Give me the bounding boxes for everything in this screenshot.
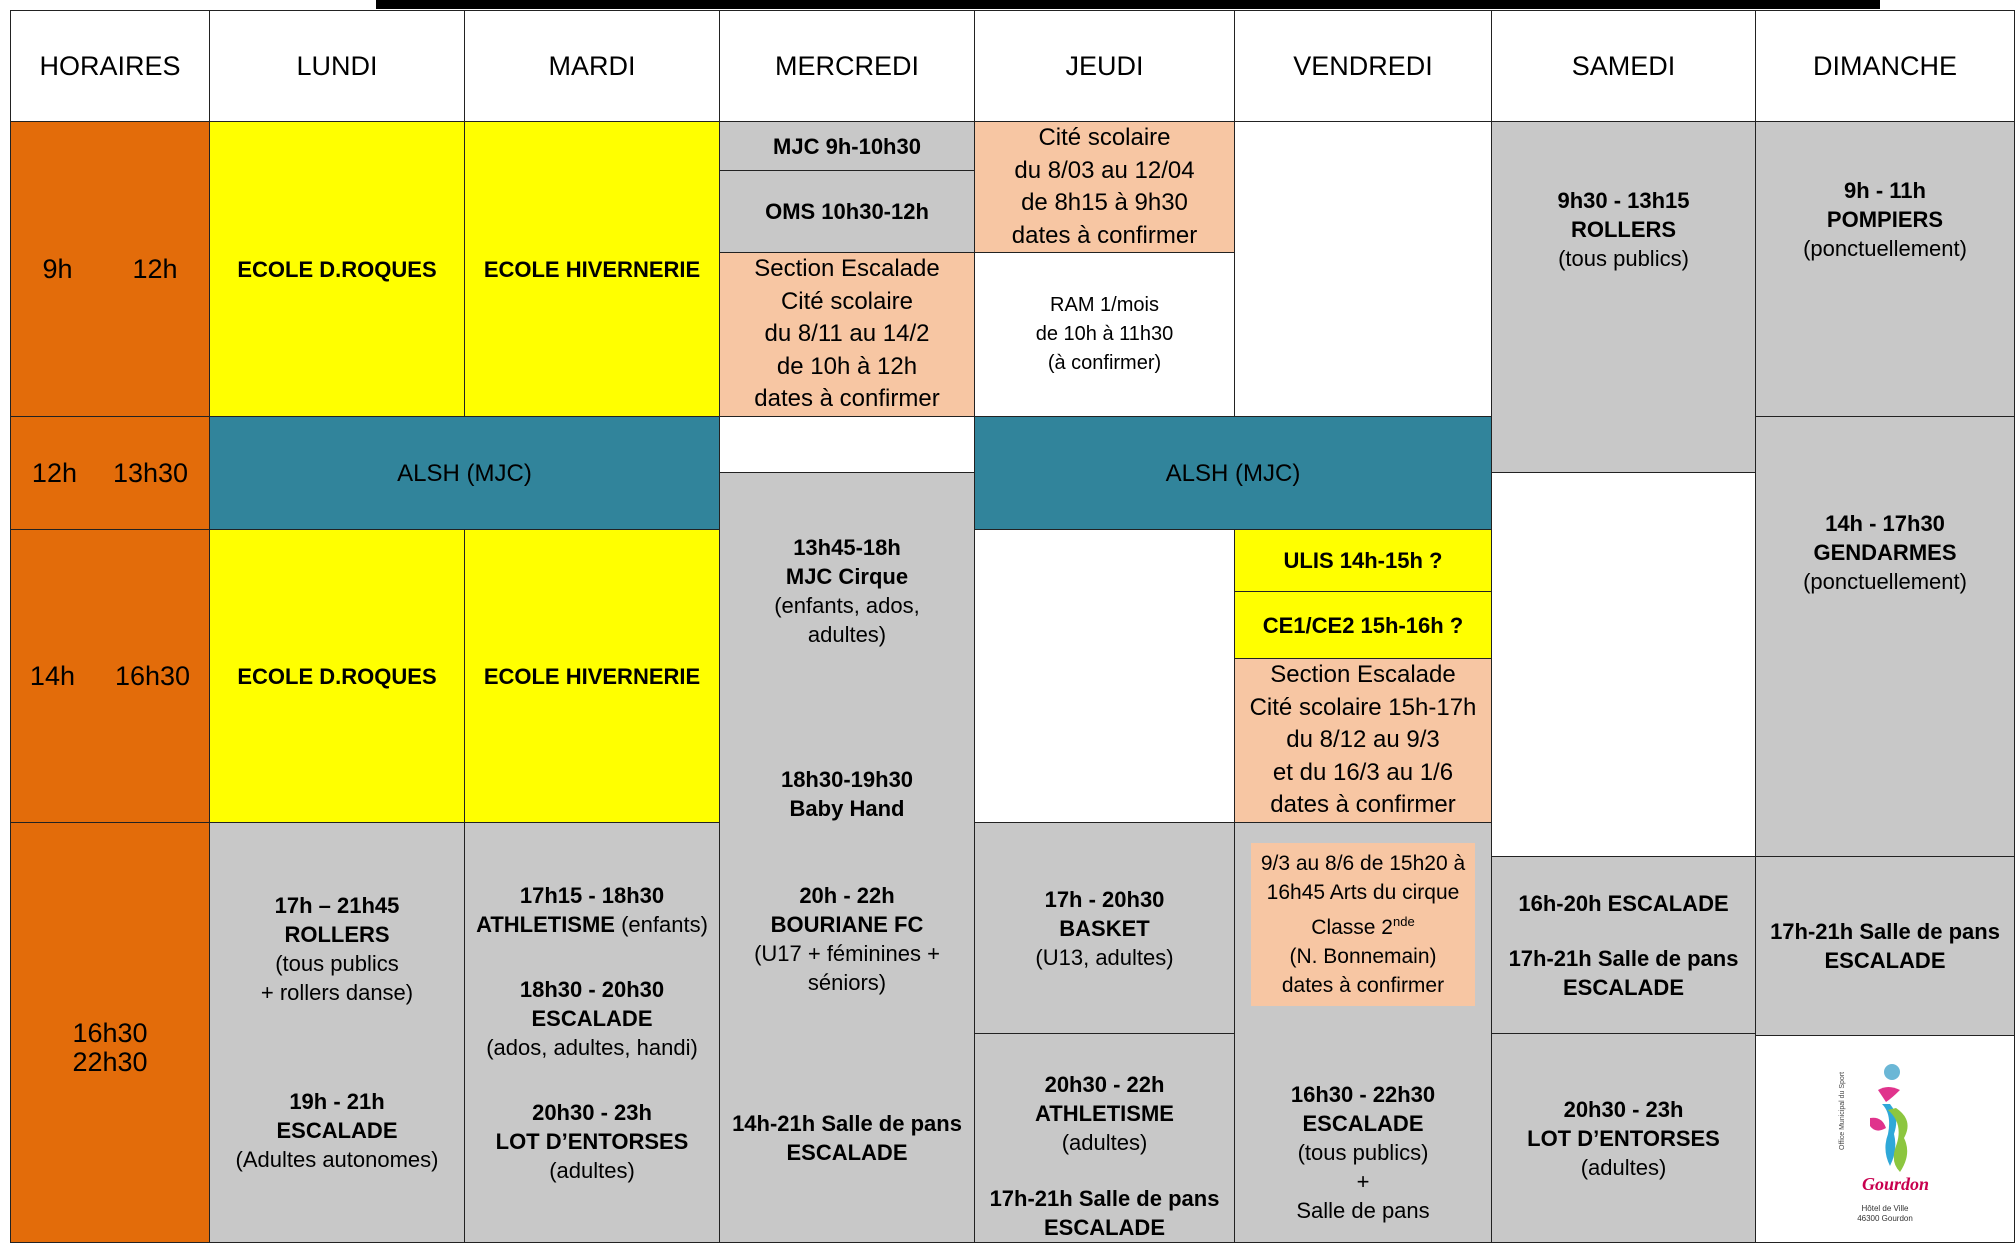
- header-horaires-label: HORAIRES: [39, 50, 181, 81]
- activity-label: ECOLE D.ROQUES: [237, 663, 437, 689]
- rollers-title: ROLLERS: [284, 922, 390, 947]
- header-dimanche: [1755, 10, 2015, 122]
- time-start: 16h30: [72, 1017, 148, 1048]
- escalade-note: (ados, adultes, handi): [486, 1034, 698, 1060]
- babyhand-title: Baby Hand: [789, 796, 905, 821]
- escalade-line: de 10h à 12h: [776, 352, 918, 380]
- dimanche-logo-cell: [1755, 1035, 2015, 1243]
- cirque-note: adultes): [807, 622, 887, 647]
- escalade-title: ESCALADE: [531, 1005, 653, 1031]
- header-lundi-label: LUNDI: [296, 50, 378, 81]
- vendredi-section-escalade: [1234, 658, 1492, 823]
- time-end: 16h30: [114, 660, 191, 691]
- pans-title: 14h-21h Salle de pans: [732, 1111, 962, 1136]
- time-slot-afternoon: [10, 529, 210, 823]
- header-mercredi-label: MERCREDI: [774, 50, 919, 81]
- activity-label: CE1/CE2 15h-16h ?: [1262, 612, 1464, 638]
- ram-line: (à confirmer): [1047, 352, 1162, 374]
- escalade-title: ESCALADE: [276, 1118, 398, 1143]
- header-vendredi-label: VENDREDI: [1293, 50, 1433, 81]
- escalade-title: ESCALADE: [1302, 1111, 1424, 1136]
- pans-sub: ESCALADE: [1824, 948, 1946, 973]
- time-slot-evening: [10, 822, 210, 1243]
- ram-line: RAM 1/mois: [1050, 294, 1159, 316]
- alsh-lundi-mardi: [209, 416, 720, 530]
- mercredi-mjc: [719, 121, 975, 171]
- babyhand-time: 18h30-19h30: [780, 767, 914, 792]
- activity-label: ECOLE HIVERNERIE: [483, 256, 701, 282]
- pompiers-note: (ponctuellement): [1803, 236, 1967, 261]
- ram-line: de 10h à 11h30: [1035, 323, 1174, 345]
- cirque-title: MJC Cirque: [785, 564, 909, 589]
- header-jeudi-label: JEUDI: [1065, 50, 1144, 81]
- header-lundi: [209, 10, 465, 122]
- basket-time: 17h - 20h30: [1044, 886, 1165, 912]
- oms-logo-icon: [1830, 1054, 1940, 1204]
- rollers-title: ROLLERS: [1570, 217, 1677, 242]
- gendarmes-time: 14h - 17h30: [1825, 511, 1945, 536]
- escalade-line: Cité scolaire 15h-17h: [1249, 693, 1477, 721]
- logo-wordmark: Gourdon: [1862, 1174, 1930, 1194]
- escalade-note: Salle de pans: [1296, 1198, 1430, 1223]
- mercredi-oms: [719, 170, 975, 253]
- pans-title: 17h-21h Salle de pans: [989, 1186, 1220, 1211]
- rollers-note: (tous publics: [275, 951, 399, 976]
- escalade-line: du 8/11 au 14/2: [764, 320, 930, 348]
- dimanche-pans: [1755, 856, 2015, 1036]
- lot-note: (adultes): [1580, 1154, 1667, 1180]
- vendredi-cirque-box: [1251, 843, 1475, 1006]
- vendredi-ulis: [1234, 529, 1492, 592]
- samedi-escalade: [1491, 856, 1756, 1034]
- header-samedi-label: SAMEDI: [1571, 50, 1676, 81]
- athletisme-note: (enfants): [614, 911, 708, 937]
- samedi-lot: [1491, 1033, 1756, 1243]
- header-vendredi: [1234, 10, 1492, 122]
- escalade-title: 16h-20h ESCALADE: [1518, 890, 1729, 916]
- pans-title: 17h-21h Salle de pans: [1770, 919, 2000, 944]
- athletisme-time: 20h30 - 22h: [1044, 1072, 1165, 1097]
- logo-caption: Hôtel de Ville: [1861, 1204, 1909, 1213]
- rollers-note: + rollers danse): [260, 980, 414, 1005]
- football-time: 20h - 22h: [799, 883, 895, 908]
- basket-note: (U13, adultes): [1035, 944, 1174, 970]
- logo-vertical-text: Office Municipal du Sport: [1839, 1071, 1846, 1150]
- escalade-line: Section Escalade: [1270, 661, 1456, 689]
- vendredi-ce1-ce2: [1234, 591, 1492, 659]
- escalade-time: 19h - 21h: [289, 1089, 385, 1114]
- logo-caption: 46300 Gourdon: [1857, 1214, 1913, 1223]
- rollers-time: 9h30 - 13h15: [1557, 188, 1690, 213]
- pans-sub: ESCALADE: [1562, 974, 1684, 1000]
- jeudi-ram: [974, 252, 1235, 417]
- oms-logo: [1830, 1054, 1940, 1224]
- header-jeudi: [974, 10, 1235, 122]
- activity-label: ECOLE D.ROQUES: [237, 256, 437, 282]
- alsh-label: ALSH (MJC): [397, 459, 532, 487]
- football-note: séniors): [807, 970, 887, 995]
- pompiers-time: 9h - 11h: [1844, 178, 1926, 203]
- time-slot-noon: [10, 416, 210, 530]
- lundi-evening: [209, 822, 465, 1243]
- escalade-note: (Adultes autonomes): [235, 1147, 439, 1172]
- cite-line: dates à confirmer: [1011, 221, 1198, 249]
- escalade-time: 18h30 - 20h30: [519, 976, 665, 1002]
- samedi-morning: [1491, 121, 1756, 473]
- cite-line: du 8/03 au 12/04: [1014, 156, 1195, 184]
- dimanche-afternoon: [1755, 416, 2015, 857]
- time-start: 12h: [31, 457, 77, 488]
- escalade-line: Section Escalade: [754, 255, 940, 283]
- dimanche-morning: [1755, 121, 2015, 417]
- header-samedi: [1491, 10, 1756, 122]
- jeudi-basket: [974, 822, 1235, 1034]
- lot-note: (adultes): [549, 1157, 635, 1183]
- escalade-line: dates à confirmer: [754, 385, 940, 413]
- cite-line: Cité scolaire: [1038, 124, 1171, 151]
- header-horaires: [10, 10, 210, 122]
- cirque-line: 16h45 Arts du cirque: [1266, 881, 1460, 904]
- header-mardi: [464, 10, 720, 122]
- pans-sub: ESCALADE: [786, 1140, 908, 1165]
- rollers-time: 17h – 21h45: [274, 893, 400, 918]
- vendredi-evening: [1234, 822, 1492, 1243]
- mercredi-section-escalade: [719, 252, 975, 417]
- cirque-sup: nde: [1392, 914, 1415, 929]
- lot-title: LOT D’ENTORSES: [495, 1128, 689, 1154]
- escalade-note: +: [1356, 1169, 1370, 1194]
- escalade-line: dates à confirmer: [1270, 791, 1456, 819]
- football-title: BOURIANE FC: [770, 912, 924, 937]
- samedi-afternoon-empty: [1491, 472, 1756, 857]
- jeudi-cite-scolaire: [974, 121, 1235, 253]
- lundi-morning-ecole: [209, 121, 465, 417]
- gendarmes-title: GENDARMES: [1813, 540, 1957, 565]
- pompiers-title: POMPIERS: [1826, 207, 1944, 232]
- mercredi-afternoon: [719, 472, 975, 1243]
- rollers-note: (tous publics): [1558, 246, 1689, 271]
- lot-time: 20h30 - 23h: [532, 1099, 652, 1125]
- jeudi-late: [974, 1033, 1235, 1243]
- activity-label: ECOLE HIVERNERIE: [483, 663, 701, 689]
- time-start: 9h: [42, 253, 73, 284]
- pans-title: 17h-21h Salle de pans: [1508, 945, 1739, 971]
- lot-time: 20h30 - 23h: [1563, 1096, 1684, 1122]
- escalade-time: 16h30 - 22h30: [1290, 1082, 1436, 1107]
- time-end: 22h30: [72, 1046, 148, 1077]
- pans-sub: ESCALADE: [1043, 1215, 1165, 1240]
- jeudi-afternoon-empty: [974, 529, 1235, 823]
- cirque-line: Classe 2: [1311, 916, 1393, 939]
- alsh-jeudi-vendredi: [974, 416, 1492, 530]
- header-dimanche-label: DIMANCHE: [1812, 50, 1957, 81]
- football-note: (U17 + féminines +: [754, 941, 940, 966]
- athletisme-title: ATHLETISME: [1035, 1101, 1174, 1126]
- mercredi-noon-empty: [719, 416, 975, 473]
- athletisme-title: ATHLETISME: [476, 911, 615, 937]
- mardi-morning-ecole: [464, 121, 720, 417]
- basket-title: BASKET: [1059, 915, 1150, 941]
- cirque-line: 9/3 au 8/6 de 15h20 à: [1260, 852, 1466, 875]
- athletisme-note: (adultes): [1061, 1130, 1148, 1155]
- escalade-line: et du 16/3 au 1/6: [1272, 758, 1454, 786]
- escalade-line: du 8/12 au 9/3: [1286, 726, 1440, 754]
- athletisme-time: 17h15 - 18h30: [519, 882, 665, 908]
- activity-label: MJC 9h-10h30: [773, 133, 921, 159]
- alsh-label: ALSH (MJC): [1165, 459, 1301, 487]
- escalade-line: Cité scolaire: [780, 287, 914, 315]
- escalade-note: (tous publics): [1297, 1140, 1429, 1165]
- activity-label: OMS 10h30-12h: [765, 199, 929, 224]
- header-mercredi: [719, 10, 975, 122]
- activity-label: ULIS 14h-15h ?: [1283, 548, 1443, 573]
- mardi-evening: [464, 822, 720, 1243]
- time-end: 13h30: [112, 457, 189, 488]
- cite-line: de 8h15 à 9h30: [1021, 189, 1188, 216]
- vendredi-morning-empty: [1234, 121, 1492, 417]
- time-start: 14h: [29, 660, 75, 691]
- time-end: 12h: [132, 253, 178, 284]
- cirque-note: (enfants, ados,: [774, 593, 920, 618]
- cirque-line: (N. Bonnemain): [1289, 945, 1437, 968]
- cirque-time: 13h45-18h: [793, 535, 901, 560]
- lundi-afternoon-ecole: [209, 529, 465, 823]
- gendarmes-note: (ponctuellement): [1803, 569, 1967, 594]
- cirque-line: dates à confirmer: [1281, 974, 1445, 997]
- mardi-afternoon-ecole: [464, 529, 720, 823]
- lot-title: LOT D’ENTORSES: [1527, 1125, 1720, 1151]
- header-mardi-label: MARDI: [548, 50, 636, 81]
- time-slot-morning: [10, 121, 210, 417]
